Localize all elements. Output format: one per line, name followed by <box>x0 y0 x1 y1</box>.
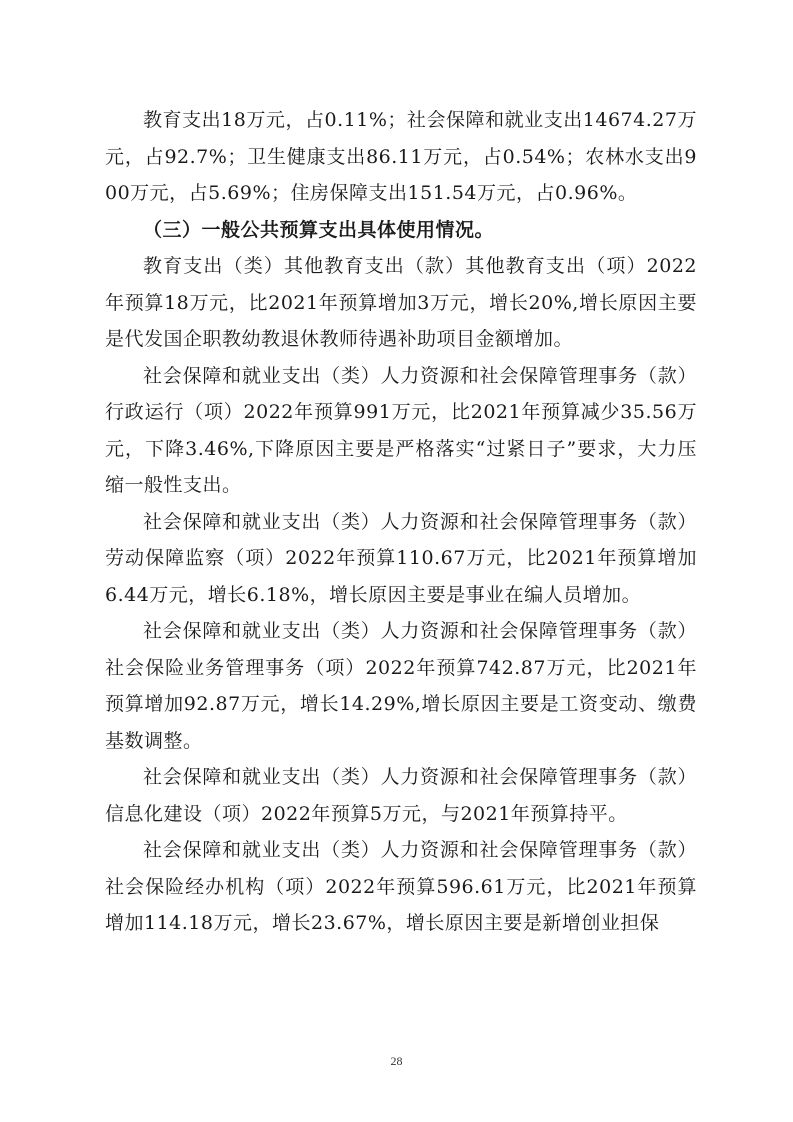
paragraph-informatization: 社会保障和就业支出（类）人力资源和社会保障管理事务（款）信息化建设（项）2022年预算5万元，与2021年预算持平。 <box>105 766 697 825</box>
paragraph-expenditure-shares: 教育支出18万元，占0.11%；社会保障和就业支出14674.27万元，占92.7%；卫生健康支出86.11万元，占0.54%；农林水支出900万元，占5.69%；住房保障支出151.54万元，占0.96%。 <box>105 109 697 204</box>
page-number: 28 <box>390 1054 403 1068</box>
paragraph-social-insurance-management: 社会保障和就业支出（类）人力资源和社会保障管理事务（款）社会保险业务管理事务（项）2022年预算742.87万元，比2021年预算增加92.87万元，增长14.29%,增长原因主要是工资变动、缴费基数调整。 <box>105 620 697 752</box>
paragraph-administrative-operation: 社会保障和就业支出（类）人力资源和社会保障管理事务（款）行政运行（项）2022年预算991万元，比2021年预算减少35.56万元，下降3.46%,下降原因主要是严格落实“过紧日子”要求，大力压缩一般性支出。 <box>105 364 697 496</box>
section-heading: （三）一般公共预算支出具体使用情况。 <box>143 218 495 241</box>
paragraph-labor-inspection: 社会保障和就业支出（类）人力资源和社会保障管理事务（款）劳动保障监察（项）2022年预算110.67万元，比2021年预算增加6.44万元，增长6.18%，增长原因主要是事业在编人员增加。 <box>105 510 697 606</box>
paragraph-education-expenditure: 教育支出（类）其他教育支出（款）其他教育支出（项）2022年预算18万元，比2021年预算增加3万元，增长20%,增长原因主要是代发国企职教幼教退休教师待遇补助项目金额增加。 <box>105 255 697 350</box>
paragraph-social-insurance-agency: 社会保障和就业支出（类）人力资源和社会保障管理事务（款）社会保险经办机构（项）2022年预算596.61万元，比2021年预算增加114.18万元，增长23.67%，增长原因主要是新增创业担保 <box>105 839 697 934</box>
document-body <box>105 102 697 942</box>
